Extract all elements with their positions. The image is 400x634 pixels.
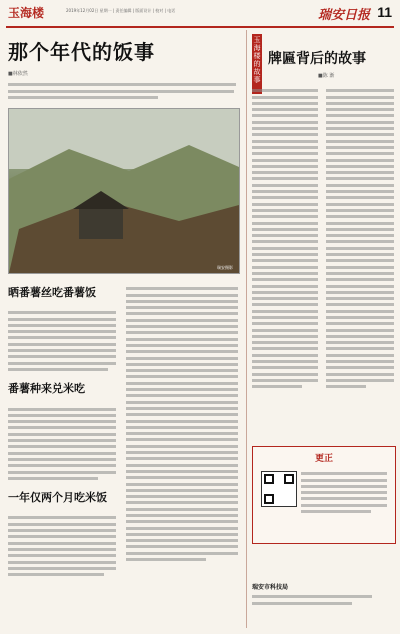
column-divider — [246, 30, 247, 628]
footer-address — [252, 592, 372, 608]
section-name: 玉海楼 — [8, 6, 45, 20]
page-header — [6, 4, 394, 28]
correction-text — [301, 469, 389, 516]
column-tag: 玉海楼的故事 — [252, 34, 262, 94]
right-body-col-1 — [252, 86, 318, 392]
article-photo — [8, 108, 240, 274]
qr-code-icon — [261, 471, 297, 507]
article-lead — [8, 80, 240, 102]
right-article-title: 牌匾背后的故事 — [268, 51, 366, 67]
article-body-col-1 — [8, 284, 118, 579]
issue-meta: 2019年12月02日 星期一 | 责任编辑 | 版面设计 | 校对 | 电话 — [66, 8, 176, 13]
correction-title: 更正 — [314, 454, 333, 464]
correction-notice — [252, 446, 396, 544]
subhead-1: 晒番薯丝吃番薯饭 — [8, 286, 96, 299]
subhead-2: 番薯种来兑米吃 — [8, 382, 85, 396]
newspaper-logo: 瑞安日报 — [317, 8, 370, 23]
rural-scene-illustration — [9, 109, 239, 273]
article-body-col-2 — [126, 284, 240, 564]
article-byline: ■林依然 — [8, 71, 28, 77]
page-number: 11 — [377, 4, 392, 20]
article-title: 那个年代的饭事 — [8, 40, 155, 64]
photo-caption: 瑞安摄影 — [217, 265, 233, 270]
subhead-3: 一年仅两个月吃米饭 — [8, 491, 107, 505]
right-article-byline: ■陈 渐 — [318, 73, 335, 79]
right-body-col-2 — [326, 86, 394, 392]
footer-org-name: 瑞安市科技局 — [252, 584, 289, 591]
